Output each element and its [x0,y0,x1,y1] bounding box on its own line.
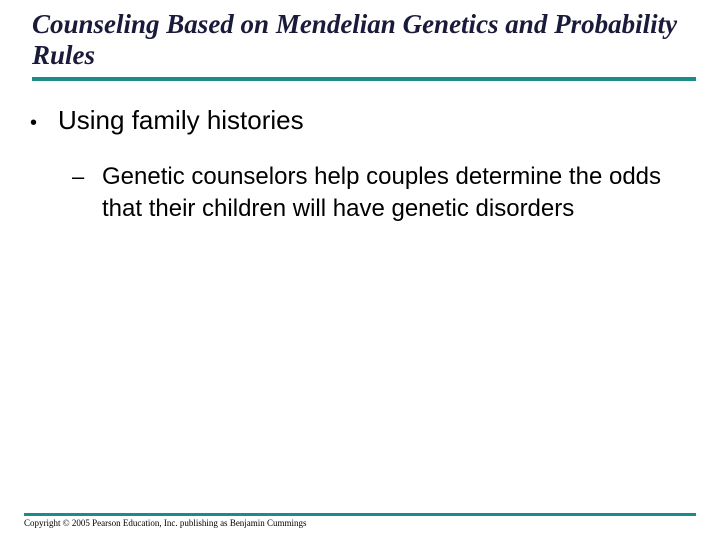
sub-bullet-item [72,161,696,225]
sub-bullet-text: Genetic counselors help couples determine the odds that their children will have genetic disorders [102,163,662,222]
bullet-text: Using family histories [58,105,304,135]
bullet-item [30,104,690,139]
slide-title: Counseling Based on Mendelian Genetics and Probability Rules [32,9,678,70]
copyright-notice: Copyright © 2005 Pearson Education, Inc. publishing as Benjamin Cummings [24,518,307,528]
bullet-marker: • [30,112,38,134]
footer-divider [24,513,696,516]
sub-bullet-marker: – [72,164,85,189]
title-divider [32,77,696,81]
